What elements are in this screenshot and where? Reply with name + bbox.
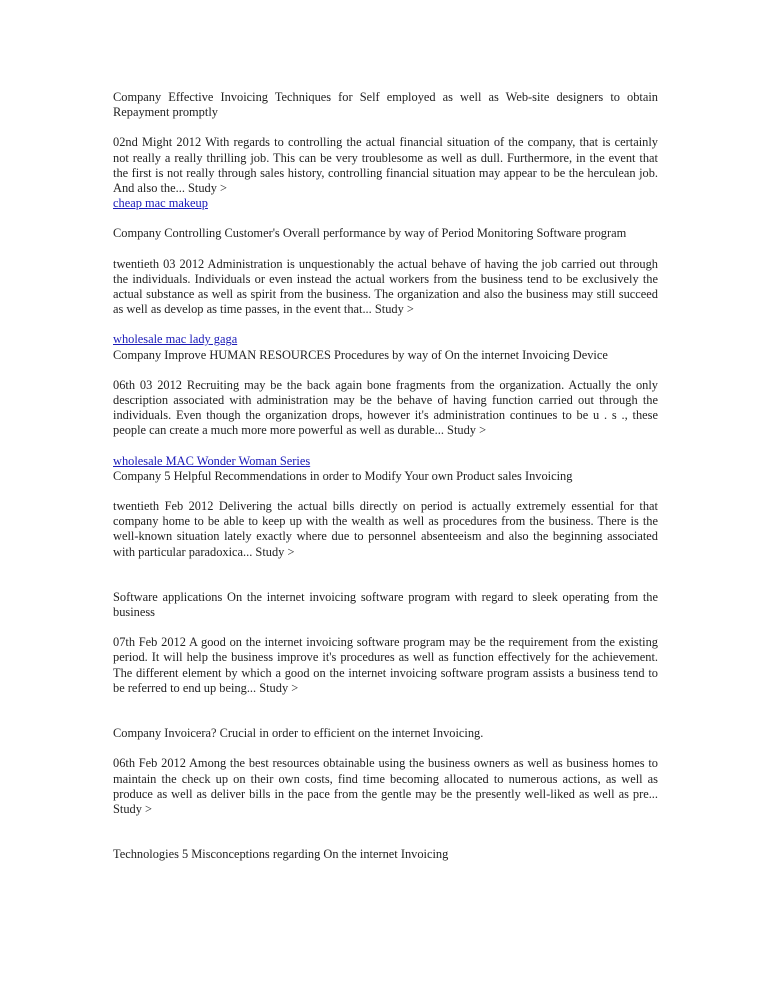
link-wholesale-mac-wonder-woman-series[interactable]: wholesale MAC Wonder Woman Series [113, 453, 311, 468]
article-title: Technologies 5 Misconceptions regarding On the internet Invoicing [113, 847, 449, 862]
article-body: 02nd Might 2012 With regards to controlling the actual financial situation of the company, that is certainly not really a really thrilling job. This can be very troublesome as well as dull. Furthermore, in the event that the first is not really through sales history, controlling financial situation may appear to be the herculean job. And also the... Study > [113, 135, 658, 196]
article-body: twentieth 03 2012 Administration is unquestionably the actual behave of having the job carried out through the individuals. Individuals or even instead the actual workers from the business tend to be exclusively the actual substance as well as spirit from the business. The organization and also the business may still succeed as well as develop as time passes, in the event that... Study > [113, 256, 658, 317]
article-title: Company Effective Invoicing Techniques for Self employed as well as Web-site designers to obtain Repayment promptly [113, 90, 658, 120]
article-title: Company Controlling Customer's Overall performance by way of Period Monitoring Software program [113, 226, 627, 241]
document-page [113, 90, 658, 862]
article-body: 06th Feb 2012 Among the best resources obtainable using the business owners as well as business homes to maintain the check up on their own costs, find time becoming allocated to numerous actions, as well as produce as well as deliver bills in the pace from the gentle may be the presently well-liked as well as pre... Study > [113, 756, 658, 816]
article-title: Company 5 Helpful Recommendations in order to Modify Your own Product sales Invoicing [113, 468, 573, 483]
article-body: 07th Feb 2012 A good on the internet invoicing software program may be the requirement from the existing period. It will help the business improve it's procedures as well as function effectively for the achievement. The different element by which a good on the internet invoicing software program assists a business tend to be referred to end up being... Study > [113, 635, 658, 695]
link-cheap-mac-makeup[interactable]: cheap mac makeup [113, 196, 208, 211]
article-body: twentieth Feb 2012 Delivering the actual bills directly on period is actually extremely essential for that company home to be able to keep up with the wealth as well as procedures from the business. There is the well-known situation lately exactly where due to personnel absenteeism and also the beginning associated with particular paradoxica... Study > [113, 499, 658, 559]
article-title: Company Invoicera? Crucial in order to efficient on the internet Invoicing. [113, 726, 484, 741]
article-body: 06th 03 2012 Recruiting may be the back again bone fragments from the organization. Actually the only description associated with administration may be the behave of having function carried out through the individuals. Even though the organization drops, however it's administration continues to be u . s ., these people can create a much more more powerful as well as durable... Study > [113, 377, 658, 438]
article-title: Software applications On the internet invoicing software program with regard to sleek operating from the business [113, 589, 658, 620]
article-title: Company Improve HUMAN RESOURCES Procedures by way of On the internet Invoicing Device [113, 347, 608, 362]
link-wholesale-mac-lady-gaga[interactable]: wholesale mac lady gaga [113, 332, 238, 347]
